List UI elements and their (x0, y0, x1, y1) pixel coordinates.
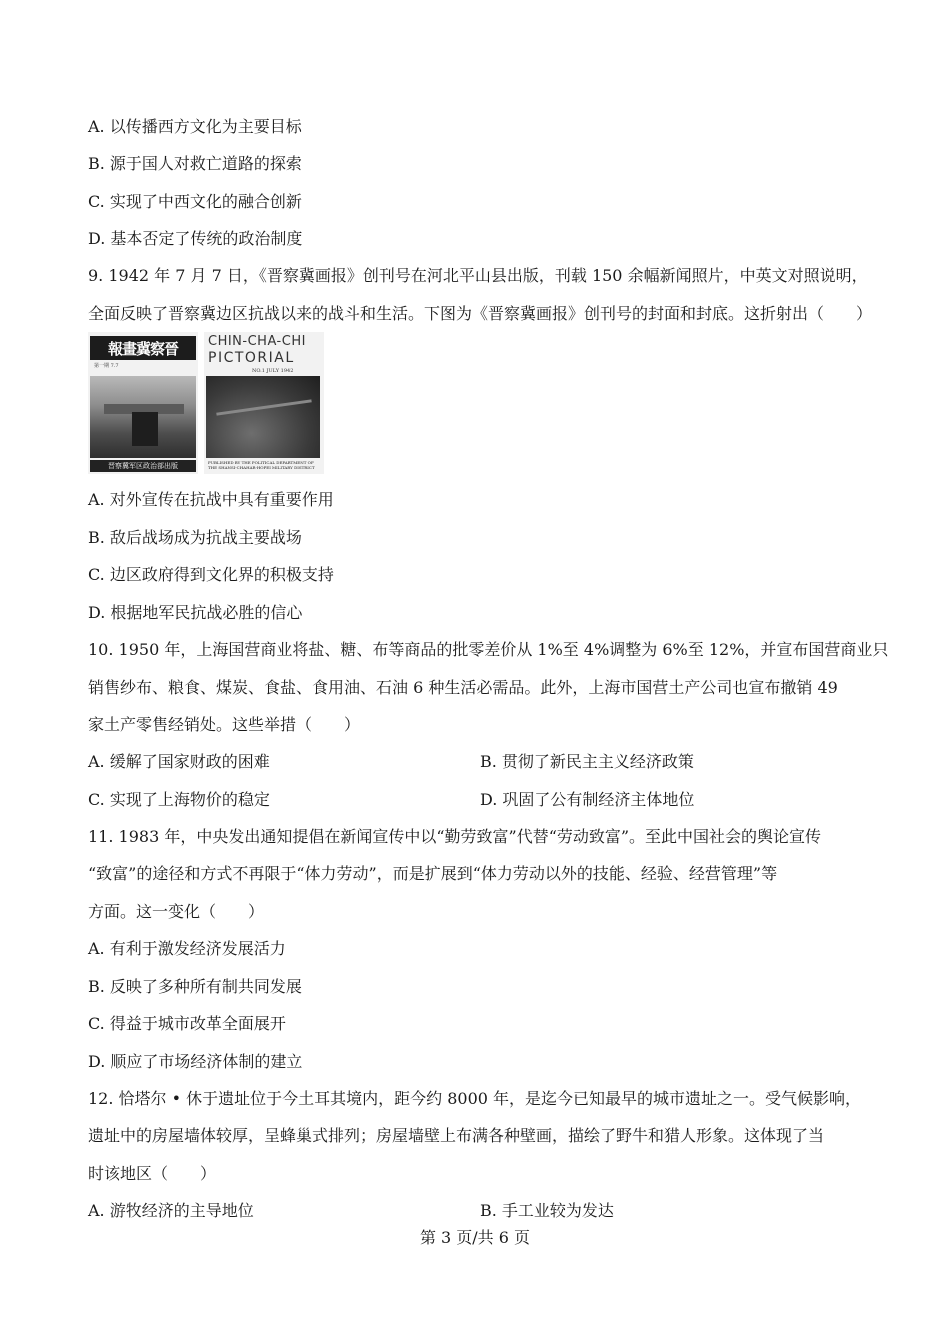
q12-stem-line3: 时该地区（ ） (88, 1164, 217, 1183)
q12-option-b: B. 手工业较为发达 (480, 1201, 614, 1220)
q10-stem-line1: 10. 1950 年，上海国营商业将盐、糖、布等商品的批零差价从 1%至 4%调整为 6%至 12%，并宣布国营商业只 (88, 640, 889, 659)
back-photo (206, 376, 320, 458)
q8-option-a: A. 以传播西方文化为主要目标 (88, 117, 302, 136)
cover-caption: 晋察冀军区政治部出版 (90, 460, 196, 472)
q11-option-c: C. 得益于城市改革全面展开 (88, 1014, 286, 1033)
q9-stem-line2: 全面反映了晋察冀边区抗战以来的战斗和生活。下图为《晋察冀画报》创刊号的封面和封底。这折射出（ ） (88, 304, 873, 323)
pictorial-cover (88, 332, 198, 474)
q9-option-b: B. 敌后战场成为抗战主要战场 (88, 528, 302, 547)
q10-stem-line2: 销售纱布、粮食、煤炭、食盐、食用油、石油 6 种生活必需品。此外，上海市国营土产公司也宣布撤销 49 (88, 678, 838, 697)
q11-stem-line2: “致富”的途径和方式不再限于“体力劳动”，而是扩展到“体力劳动以外的技能、经验、经营管理”等 (88, 864, 778, 883)
cover-title: 報畫冀察晉 (90, 336, 196, 360)
q9-option-c: C. 边区政府得到文化界的积极支持 (88, 565, 334, 584)
pictorial-figure (88, 332, 324, 474)
cover-date: 第一期 7.7 (94, 363, 119, 369)
q8-option-b: B. 源于国人对救亡道路的探索 (88, 154, 302, 173)
troop-line-shape (216, 399, 311, 415)
gate-shape (132, 412, 158, 446)
q12-stem-line2: 遗址中的房屋墙体较厚，呈蜂巢式排列；房屋墙壁上布满各种壁画，描绘了野牛和猎人形象。这体现了当 (88, 1126, 825, 1145)
cover-photo (90, 376, 196, 458)
q11-option-b: B. 反映了多种所有制共同发展 (88, 977, 302, 996)
q11-stem-line1: 11. 1983 年，中央发出通知提倡在新闻宣传中以“勤劳致富”代替“劳动致富”。至此中国社会的舆论宣传 (88, 827, 822, 846)
q10-option-d: D. 巩固了公有制经济主体地位 (480, 790, 695, 809)
pictorial-back (204, 332, 324, 474)
q12-option-a: A. 游牧经济的主导地位 (88, 1201, 254, 1220)
back-title-line2: PICTORIAL (208, 350, 295, 366)
q10-stem-line3: 家土产零售经销处。这些举措（ ） (88, 715, 361, 734)
q8-option-d: D. 基本否定了传统的政治制度 (88, 229, 303, 248)
q10-option-b: B. 贯彻了新民主主义经济政策 (480, 752, 694, 771)
q11-option-d: D. 顺应了市场经济体制的建立 (88, 1052, 303, 1071)
q11-stem-line3: 方面。这一变化（ ） (88, 902, 265, 921)
q11-option-a: A. 有利于激发经济发展活力 (88, 939, 286, 958)
page-footer: 第 3 页/共 6 页 (419, 1228, 531, 1247)
q8-option-c: C. 实现了中西文化的融合创新 (88, 192, 302, 211)
back-caption: PUBLISHED BY THE POLITICAL DEPARTMENT OF THE SHANSI-CHAHAR-HOPEI MILITARY DISTRICT (208, 460, 315, 470)
q9-option-a: A. 对外宣传在抗战中具有重要作用 (88, 490, 334, 509)
q9-stem-line1: 9. 1942 年 7 月 7 日，《晋察冀画报》创刊号在河北平山县出版，刊载 150 余幅新闻照片，中英文对照说明， (88, 266, 868, 285)
q12-stem-line1: 12. 恰塔尔 • 休于遗址位于今土耳其境内，距今约 8000 年，是迄今已知最早的城市遗址之一。受气候影响， (88, 1089, 862, 1108)
back-title-line1: CHIN-CHA-CHI (208, 334, 306, 349)
back-number: NO.1 JULY 1942 (252, 368, 294, 374)
q10-option-c: C. 实现了上海物价的稳定 (88, 790, 270, 809)
q9-option-d: D. 根据地军民抗战必胜的信心 (88, 603, 303, 622)
q10-option-a: A. 缓解了国家财政的困难 (88, 752, 270, 771)
